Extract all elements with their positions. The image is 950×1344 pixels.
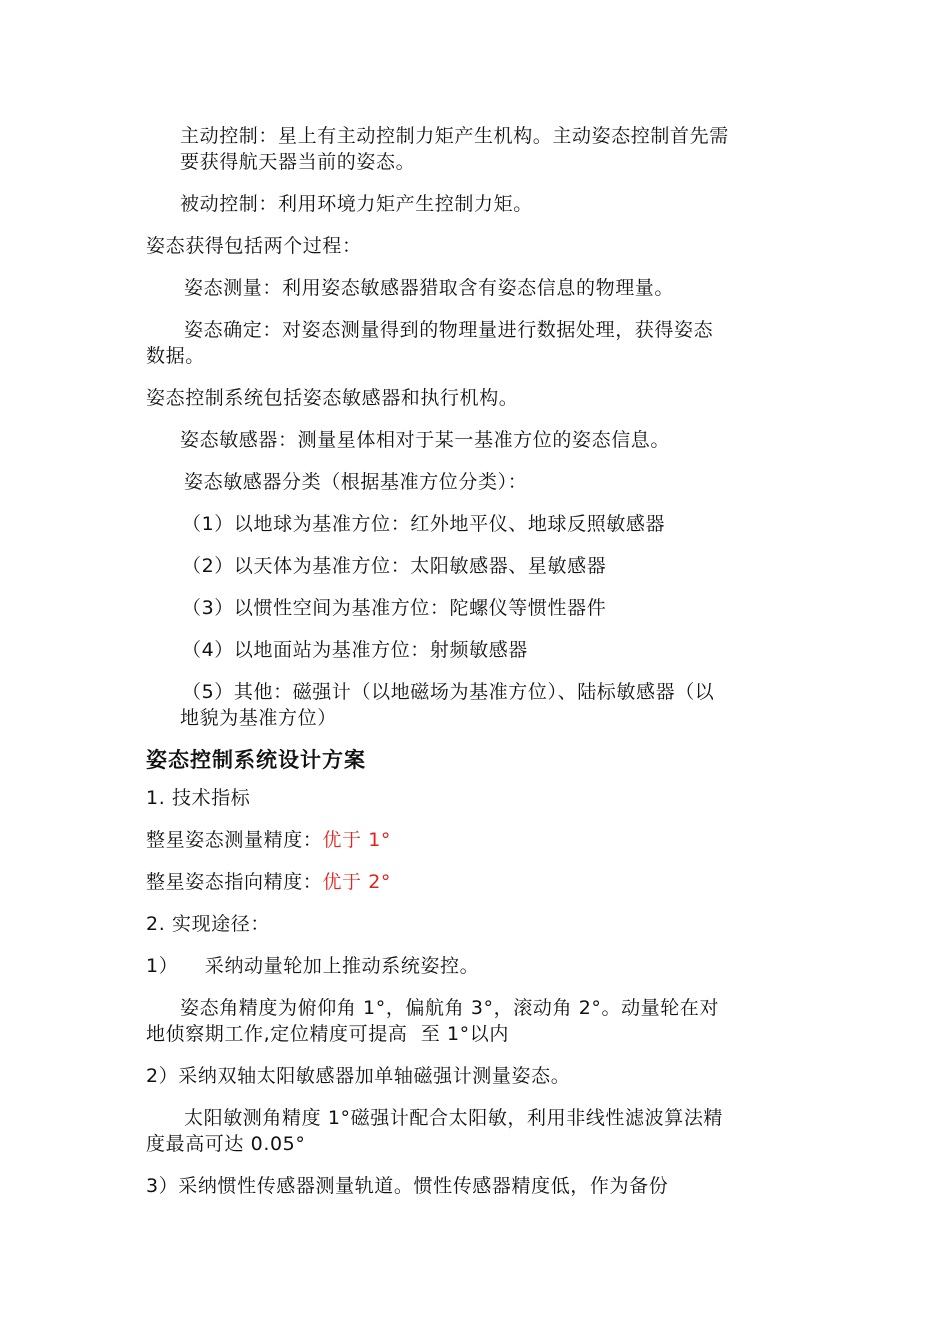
attitude-determination-line-2: 数据。: [146, 345, 205, 367]
attitude-determination-line-1: 姿态确定：对姿态测量得到的物理量进行数据处理，获得姿态: [184, 319, 714, 341]
measurement-accuracy-value: 优于 1°: [322, 829, 392, 851]
classification-item-1: （1）以地球为基准方位：红外地平仪、地球反照敏感器: [182, 513, 666, 535]
measurement-accuracy-line: [0, 828, 950, 852]
pointing-accuracy-value: 优于 2°: [322, 871, 392, 893]
approach-2-line: 2）采纳双轴太阳敏感器加单轴磁强计测量姿态。: [146, 1065, 571, 1087]
approach-1-detail-line-2: 地侦察期工作,定位精度可提高 至 1°以内: [146, 1023, 509, 1045]
measurement-accuracy-label: 整星姿态测量精度：: [146, 829, 323, 851]
section-heading: 姿态控制系统设计方案: [146, 748, 366, 772]
active-control-line-1: 主动控制：星上有主动控制力矩产生机构。主动姿态控制首先需: [180, 125, 729, 147]
classification-item-5-line-1: （5）其他：磁强计（以地磁场为基准方位）、陆标敏感器（以: [182, 681, 715, 703]
sensor-definition-line: 姿态敏感器：测量星体相对于某一基准方位的姿态信息。: [180, 429, 671, 451]
classification-item-3: （3）以惯性空间为基准方位：陀螺仪等惯性器件: [182, 597, 607, 619]
approach-1-detail-line-1: 姿态角精度为俯仰角 1°，偏航角 3°，滚动角 2°。动量轮在对: [180, 997, 720, 1019]
attitude-acquisition-line: 姿态获得包括两个过程：: [146, 235, 362, 257]
approach-2-detail-line-1: 太阳敏测角精度 1°磁强计配合太阳敏，利用非线性滤波算法精: [184, 1107, 724, 1129]
pointing-accuracy-label: 整星姿态指向精度：: [146, 871, 323, 893]
attitude-measurement-line: 姿态测量：利用姿态敏感器猎取含有姿态信息的物理量。: [184, 277, 675, 299]
implementation-line: 2. 实现途径：: [146, 913, 270, 935]
passive-control-line: 被动控制：利用环境力矩产生控制力矩。: [180, 193, 533, 215]
system-components-line: 姿态控制系统包括姿态敏感器和执行机构。: [146, 387, 519, 409]
pointing-accuracy-line: [0, 870, 950, 894]
classification-item-5-line-2: 地貌为基准方位）: [180, 707, 337, 729]
classification-item-4: （4）以地面站为基准方位：射频敏感器: [182, 639, 528, 661]
tech-indicators-line: 1. 技术指标: [146, 787, 251, 809]
approach-1-line: 1） 采纳动量轮加上推动系统姿控。: [146, 955, 480, 977]
sensor-classification-line: 姿态敏感器分类（根据基准方位分类）：: [184, 471, 528, 493]
approach-2-detail-line-2: 度最高可达 0.05°: [146, 1133, 306, 1155]
approach-3-line: 3）采纳惯性传感器测量轨道。惯性传感器精度低，作为备份: [146, 1175, 669, 1197]
active-control-line-2: 要获得航天器当前的姿态。: [180, 151, 416, 173]
classification-item-2: （2）以天体为基准方位：太阳敏感器、星敏感器: [182, 555, 607, 577]
